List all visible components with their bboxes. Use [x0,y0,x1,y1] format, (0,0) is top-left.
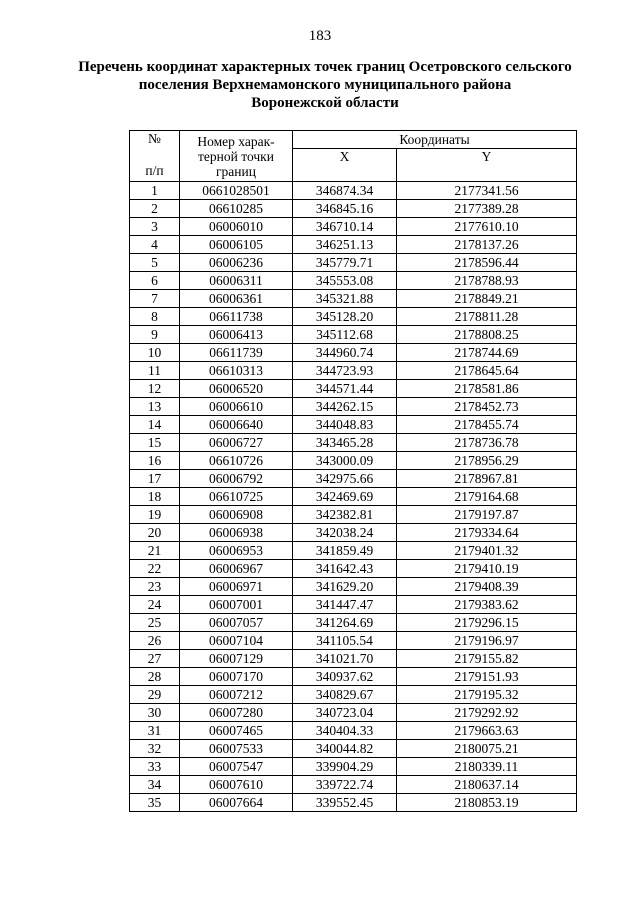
coord-y: 2178849.21 [397,290,577,308]
row-number: 12 [130,380,180,398]
coord-y: 2179151.93 [397,668,577,686]
point-number: 06611739 [180,344,293,362]
coord-x: 345128.20 [293,308,397,326]
coord-y: 2179292.92 [397,704,577,722]
coord-y: 2177341.56 [397,182,577,200]
point-number: 06006413 [180,326,293,344]
coord-x: 341021.70 [293,650,397,668]
point-number: 06610726 [180,452,293,470]
coord-x: 340937.62 [293,668,397,686]
coord-x: 344571.44 [293,380,397,398]
table-row [130,668,577,686]
coord-y: 2180339.11 [397,758,577,776]
title-line-1: Перечень координат характерных точек границ Осетровского сельского [78,59,572,75]
coord-y: 2179663.63 [397,722,577,740]
row-number: 26 [130,632,180,650]
row-number: 34 [130,776,180,794]
row-number: 32 [130,740,180,758]
table-row [130,362,577,380]
coord-x: 344723.93 [293,362,397,380]
row-number: 2 [130,200,180,218]
point-number: 06006610 [180,398,293,416]
coord-y: 2178811.28 [397,308,577,326]
table-row [130,452,577,470]
row-number: 16 [130,452,180,470]
row-number: 3 [130,218,180,236]
coord-y: 2178596.44 [397,254,577,272]
table-row [130,650,577,668]
row-number: 35 [130,794,180,812]
point-number: 06611738 [180,308,293,326]
header-y: Y [397,149,577,182]
row-number: 33 [130,758,180,776]
table-row [130,290,577,308]
coord-y: 2180637.14 [397,776,577,794]
coord-x: 341264.69 [293,614,397,632]
table-row [130,398,577,416]
point-number: 06007533 [180,740,293,758]
coord-y: 2178452.73 [397,398,577,416]
point-number: 06006953 [180,542,293,560]
point-number: 06007280 [180,704,293,722]
point-number: 06006938 [180,524,293,542]
coord-y: 2179410.19 [397,560,577,578]
coord-y: 2180853.19 [397,794,577,812]
coord-x: 339722.74 [293,776,397,794]
coord-x: 346251.13 [293,236,397,254]
coord-y: 2179408.39 [397,578,577,596]
header-number-top: № [148,131,161,146]
point-number: 06007547 [180,758,293,776]
point-number: 06007664 [180,794,293,812]
coord-y: 2178967.81 [397,470,577,488]
coord-y: 2178788.93 [397,272,577,290]
header-x: X [293,149,397,182]
point-number: 06006010 [180,218,293,236]
row-number: 27 [130,650,180,668]
point-number: 06007001 [180,596,293,614]
table-row [130,200,577,218]
row-number: 29 [130,686,180,704]
table-row [130,614,577,632]
coord-x: 345553.08 [293,272,397,290]
coord-y: 2178137.26 [397,236,577,254]
point-number: 06006908 [180,506,293,524]
table-row [130,470,577,488]
table-row [130,632,577,650]
header-point-line-3: границ [216,163,256,179]
table-row [130,272,577,290]
point-number: 06006520 [180,380,293,398]
row-number: 7 [130,290,180,308]
coord-x: 339904.29 [293,758,397,776]
point-number: 06006640 [180,416,293,434]
point-number: 06007057 [180,614,293,632]
document-title [60,58,590,112]
coord-y: 2179296.15 [397,614,577,632]
coord-y: 2179383.62 [397,596,577,614]
point-number: 06007212 [180,686,293,704]
point-number: 06007465 [180,722,293,740]
coord-x: 346845.16 [293,200,397,218]
row-number: 22 [130,560,180,578]
title-line-2: поселения Верхнемамонского муниципального района [138,77,512,93]
coord-y: 2177610.10 [397,218,577,236]
table-row [130,686,577,704]
point-number: 06007170 [180,668,293,686]
row-number: 18 [130,488,180,506]
header-number [130,131,180,182]
point-number: 06610285 [180,200,293,218]
table-row [130,236,577,254]
coord-x: 341629.20 [293,578,397,596]
coord-x: 345779.71 [293,254,397,272]
table-row [130,560,577,578]
row-number: 28 [130,668,180,686]
coord-x: 340829.67 [293,686,397,704]
point-number: 06006236 [180,254,293,272]
coord-y: 2179164.68 [397,488,577,506]
coord-x: 344262.15 [293,398,397,416]
table-row [130,542,577,560]
coord-x: 342975.66 [293,470,397,488]
table-row [130,488,577,506]
coord-x: 339552.45 [293,794,397,812]
row-number: 30 [130,704,180,722]
row-number: 4 [130,236,180,254]
coord-y: 2178581.86 [397,380,577,398]
table-row [130,380,577,398]
row-number: 23 [130,578,180,596]
header-number-bottom: п/п [145,163,164,178]
coord-x: 346710.14 [293,218,397,236]
coord-x: 341105.54 [293,632,397,650]
row-number: 21 [130,542,180,560]
table-row [130,740,577,758]
point-number: 0661028501 [180,182,293,200]
row-number: 17 [130,470,180,488]
coord-y: 2179334.64 [397,524,577,542]
coord-x: 341859.49 [293,542,397,560]
row-number: 13 [130,398,180,416]
coord-x: 343000.09 [293,452,397,470]
table-row [130,218,577,236]
coord-x: 343465.28 [293,434,397,452]
coordinates-table [129,130,577,812]
row-number: 10 [130,344,180,362]
coord-y: 2179195.32 [397,686,577,704]
coord-x: 340044.82 [293,740,397,758]
table-row [130,326,577,344]
row-number: 15 [130,434,180,452]
row-number: 24 [130,596,180,614]
coord-x: 341642.43 [293,560,397,578]
table-row [130,344,577,362]
table-row [130,434,577,452]
coord-y: 2178455.74 [397,416,577,434]
coord-y: 2178808.25 [397,326,577,344]
header-point-line-1: Номер харак- [197,133,275,149]
point-number: 06006727 [180,434,293,452]
row-number: 8 [130,308,180,326]
point-number: 06007129 [180,650,293,668]
coord-y: 2178645.64 [397,362,577,380]
coord-x: 345321.88 [293,290,397,308]
coord-x: 342469.69 [293,488,397,506]
row-number: 25 [130,614,180,632]
point-number: 06006311 [180,272,293,290]
point-number: 06007610 [180,776,293,794]
table-row [130,722,577,740]
table-row [130,758,577,776]
point-number: 06006105 [180,236,293,254]
coord-y: 2178736.78 [397,434,577,452]
table-row [130,704,577,722]
point-number: 06007104 [180,632,293,650]
row-number: 5 [130,254,180,272]
coord-y: 2178744.69 [397,344,577,362]
coord-y: 2179401.32 [397,542,577,560]
coord-y: 2179197.87 [397,506,577,524]
table-row [130,794,577,812]
table-row [130,308,577,326]
point-number: 06610725 [180,488,293,506]
point-number: 06006971 [180,578,293,596]
coord-x: 346874.34 [293,182,397,200]
coord-x: 345112.68 [293,326,397,344]
table-body [130,182,577,812]
table-row [130,254,577,272]
table-row [130,416,577,434]
table-row [130,776,577,794]
coord-x: 340723.04 [293,704,397,722]
table-row [130,524,577,542]
row-number: 14 [130,416,180,434]
header-coordinates: Координаты [293,131,577,149]
table-row [130,182,577,200]
point-number: 06006967 [180,560,293,578]
coord-x: 344960.74 [293,344,397,362]
page-number: 183 [308,28,332,44]
coord-x: 342038.24 [293,524,397,542]
coord-y: 2179196.97 [397,632,577,650]
row-number: 20 [130,524,180,542]
row-number: 11 [130,362,180,380]
coord-x: 340404.33 [293,722,397,740]
title-line-3: Воронежской области [251,95,399,111]
coord-x: 341447.47 [293,596,397,614]
row-number: 1 [130,182,180,200]
row-number: 31 [130,722,180,740]
coord-y: 2178956.29 [397,452,577,470]
header-point-line-2: терной точки [198,148,274,164]
header-point-number [180,131,293,182]
coord-x: 344048.83 [293,416,397,434]
point-number: 06610313 [180,362,293,380]
table-row [130,506,577,524]
point-number: 06006792 [180,470,293,488]
table-row [130,578,577,596]
coord-y: 2179155.82 [397,650,577,668]
coord-y: 2177389.28 [397,200,577,218]
coord-y: 2180075.21 [397,740,577,758]
table-row [130,596,577,614]
row-number: 6 [130,272,180,290]
coord-x: 342382.81 [293,506,397,524]
row-number: 19 [130,506,180,524]
row-number: 9 [130,326,180,344]
point-number: 06006361 [180,290,293,308]
